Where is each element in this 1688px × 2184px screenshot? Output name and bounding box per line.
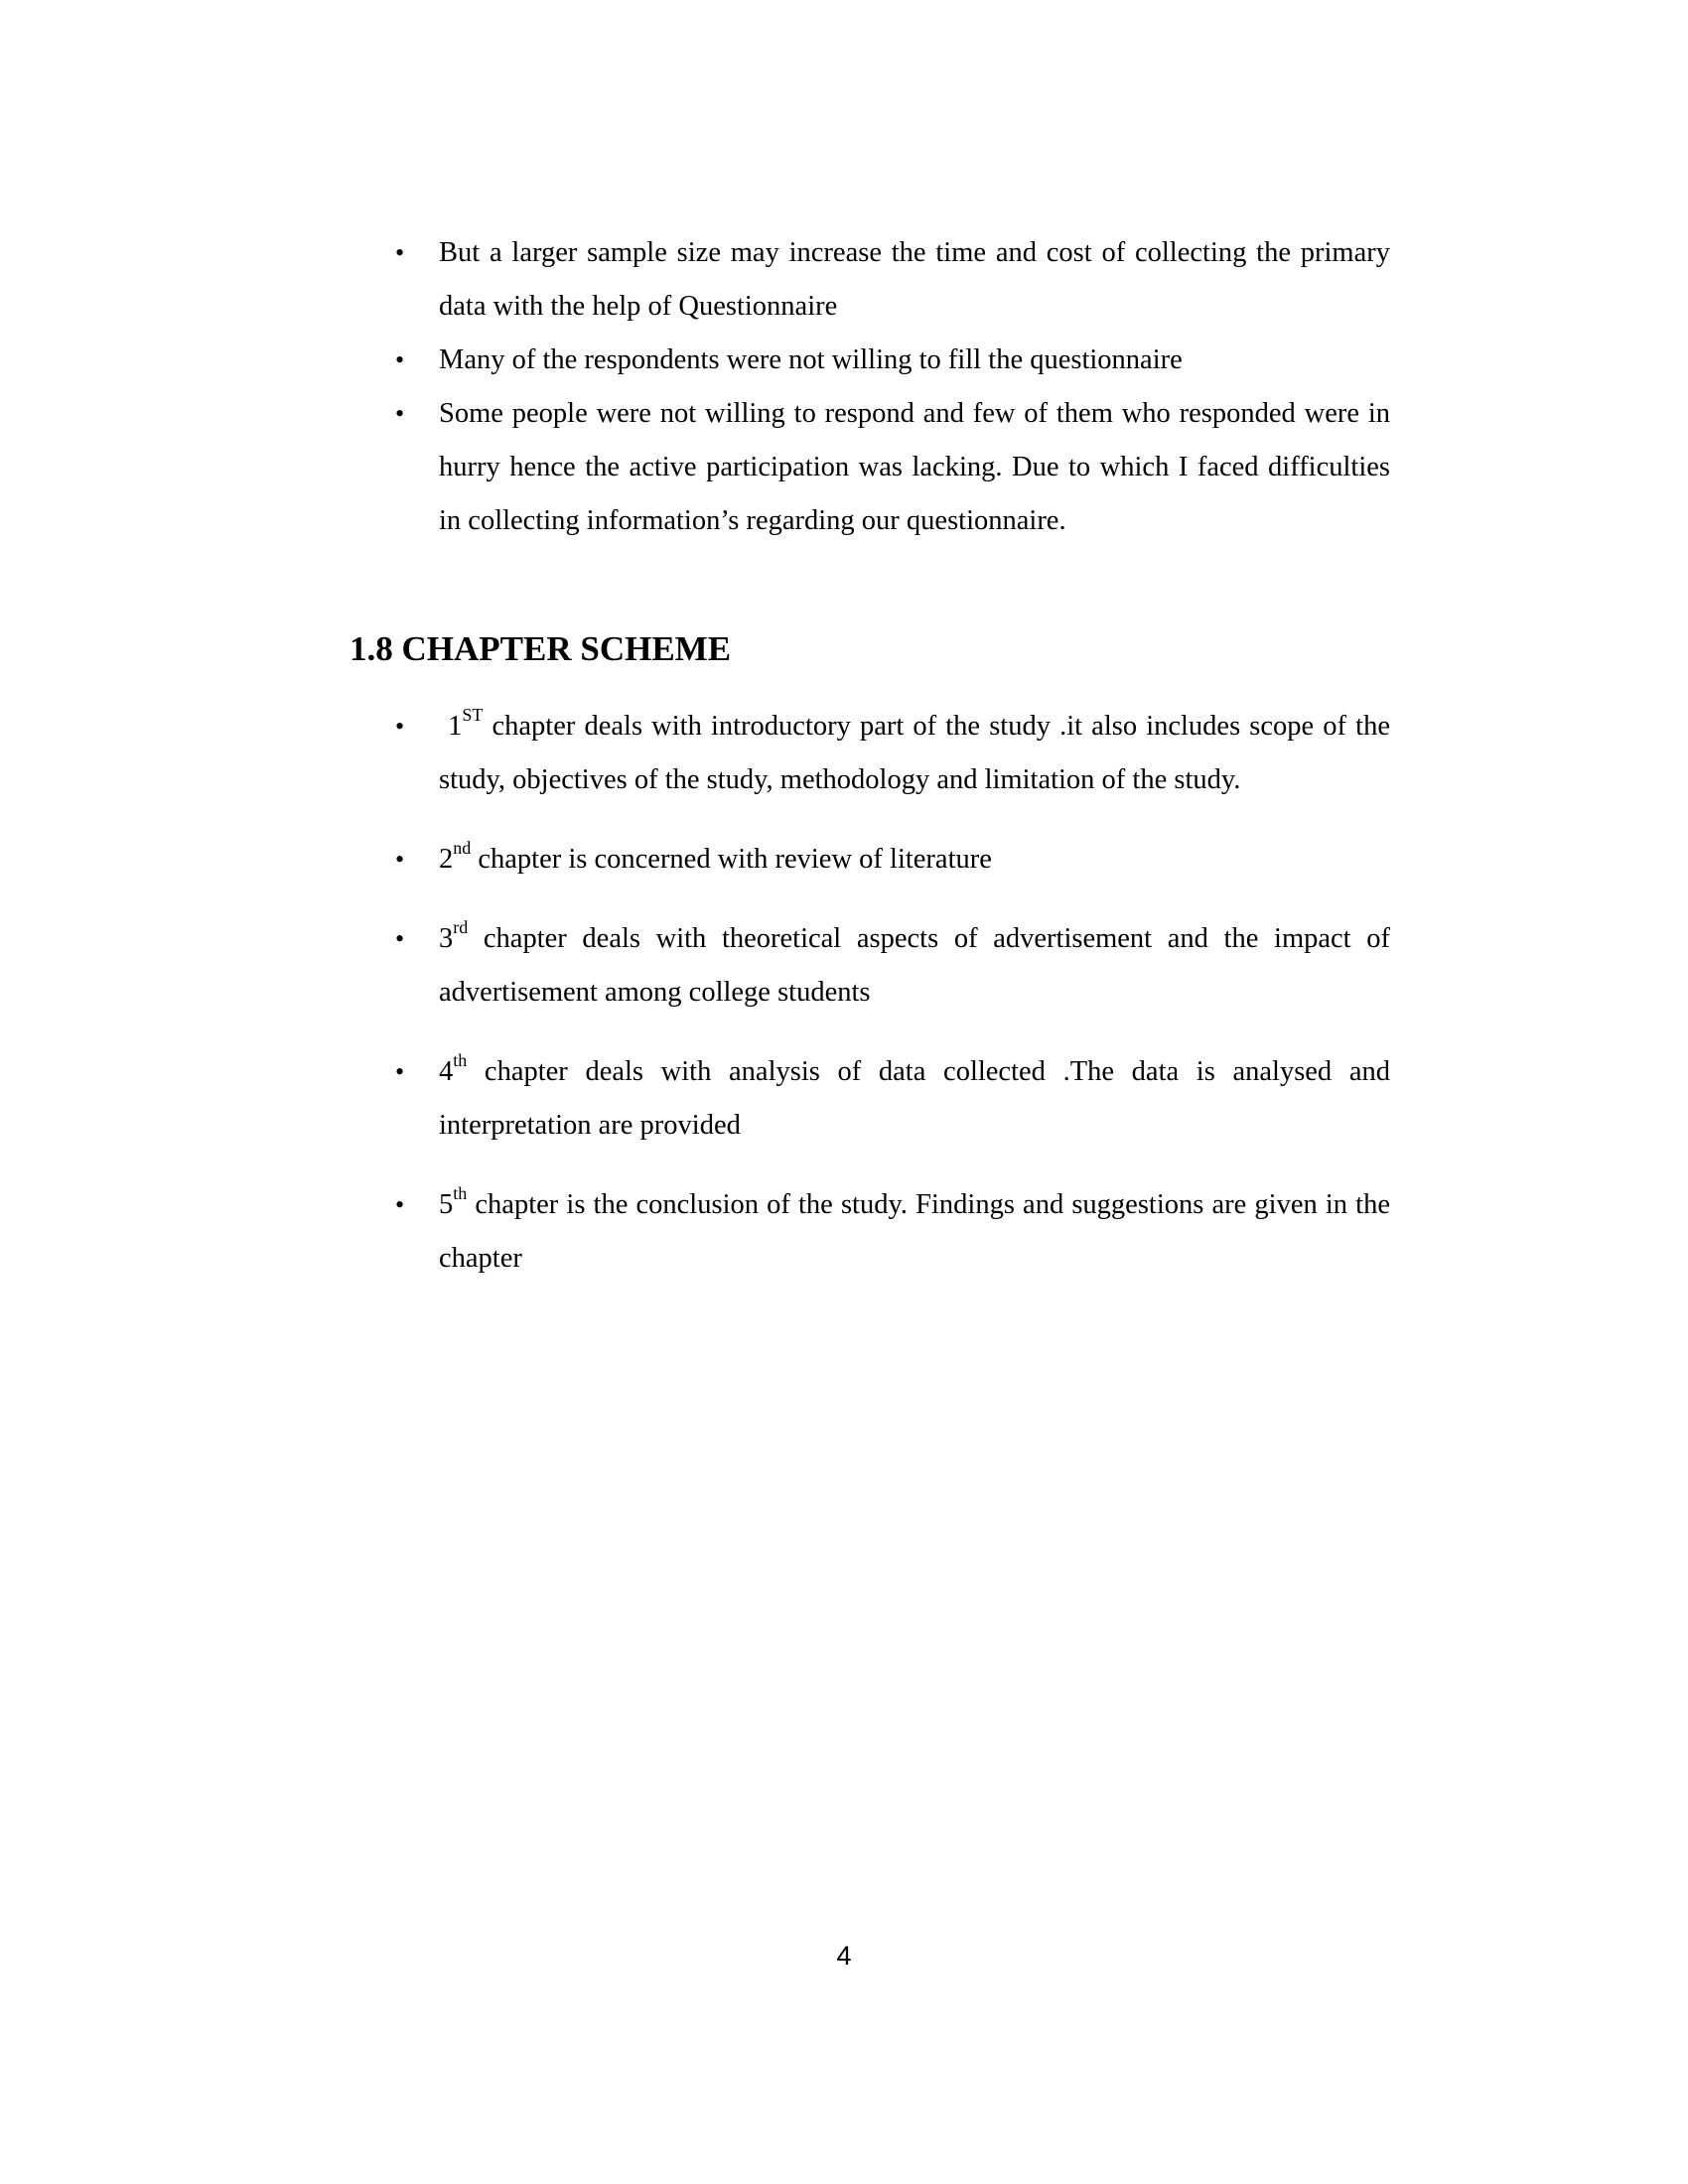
list-item-text: chapter is the conclusion of the study. Findings and suggestions are given in the chapter [439, 1189, 1390, 1274]
list-item [387, 912, 1390, 1020]
chapter-ordinal-suffix: rd [453, 916, 469, 937]
list-item-text: Many of the respondents were not willing to fill the questionnaire [439, 344, 1183, 375]
list-item-text: But a larger sample size may increase the time and cost of collecting the primary data with the help of Questionnaire [439, 237, 1390, 322]
chapter-scheme-list [387, 700, 1390, 1311]
list-item [387, 334, 1390, 387]
list-item-text: chapter is concerned with review of literature [471, 844, 992, 875]
list-item-text: chapter deals with theoretical aspects of advertisement and the impact of advertisement among college students [439, 923, 1390, 1008]
list-item [387, 226, 1390, 334]
chapter-number: 2 [439, 844, 454, 875]
chapter-number: 4 [439, 1056, 454, 1087]
section-heading: 1.8 CHAPTER SCHEME [350, 629, 732, 668]
list-item [387, 833, 1390, 887]
list-item-text: chapter deals with introductory part of the study .it also includes scope of the study, objectives of the study, methodology and limitation of the study. [439, 711, 1390, 795]
chapter-ordinal-suffix: ST [462, 704, 484, 725]
bullet-icon: • [395, 1057, 405, 1086]
bullet-icon: • [395, 345, 405, 374]
list-item [387, 1178, 1390, 1286]
list-item-text: chapter deals with analysis of data collected .The data is analysed and interpretation are provided [439, 1056, 1390, 1141]
bullet-icon: • [395, 924, 405, 953]
list-item [387, 387, 1390, 548]
list-item [387, 1045, 1390, 1153]
limitations-list [387, 226, 1390, 548]
chapter-ordinal-suffix: th [453, 1182, 468, 1203]
bullet-icon: • [395, 399, 405, 428]
list-item [387, 700, 1390, 807]
bullet-icon: • [395, 712, 405, 741]
chapter-number: 5 [439, 1189, 454, 1220]
chapter-number: 1 [448, 711, 463, 742]
bullet-icon: • [395, 845, 405, 874]
bullet-icon: • [395, 1190, 405, 1219]
chapter-ordinal-suffix: th [453, 1049, 468, 1070]
chapter-ordinal-suffix: nd [453, 837, 472, 858]
chapter-number: 3 [439, 923, 454, 954]
page-number: 4 [836, 1941, 852, 1971]
bullet-icon: • [395, 238, 405, 267]
list-item-text: Some people were not willing to respond and few of them who responded were in hurry hence the active participation was lacking. Due to which I faced difficulties in collecting information’s regarding our questionnaire. [439, 398, 1390, 536]
